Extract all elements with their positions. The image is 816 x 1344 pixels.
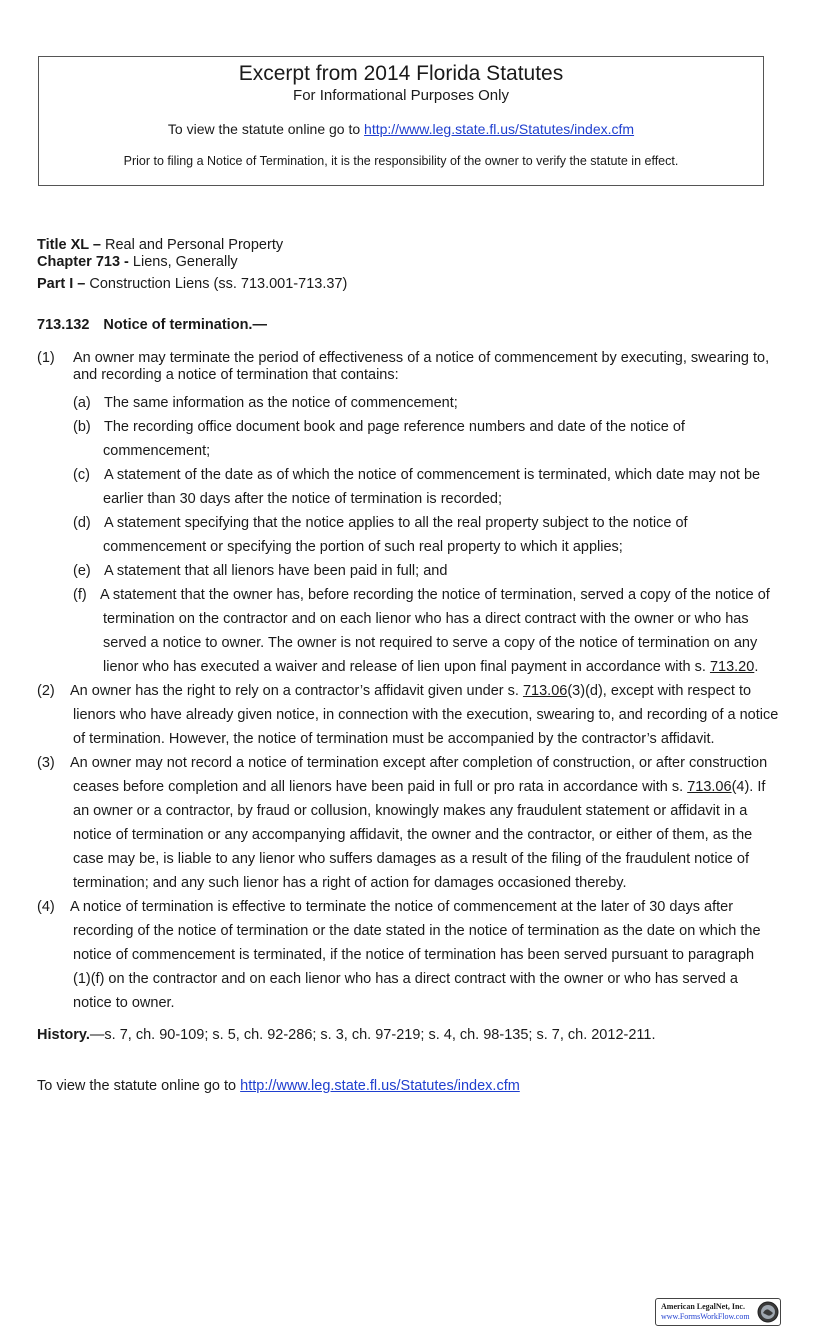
p3-line-4: notice of termination or any accompanying affidavit, the owner and the contractor, or either of them, as the xyxy=(73,827,753,843)
p3-line-5: case may be, is liable to any lienor who suffers damages as a result of the filing of the fraudulent notice of xyxy=(73,851,749,867)
logo-company-name: American LegalNet, Inc. xyxy=(661,1302,745,1311)
globe-icon xyxy=(757,1301,779,1323)
history-label: History. xyxy=(37,1027,90,1043)
item-b-line-2: commencement; xyxy=(103,443,211,459)
chapter-text: Liens, Generally xyxy=(128,254,238,270)
p4-label: (4) xyxy=(37,899,55,915)
section-title: Notice of termination.— xyxy=(103,317,267,333)
p4-line-5: notice to owner. xyxy=(73,995,175,1011)
p3-line-3: an owner or a contractor, by fraud or collusion, knowingly makes any fraudulent statement or affidavit in a xyxy=(73,803,748,819)
p1-line-1: An owner may terminate the period of effectiveness of a notice of commencement by executing, swearing to, xyxy=(73,350,770,366)
item-c-line-1: A statement of the date as of which the notice of commencement is terminated, which date may not be xyxy=(104,467,761,483)
chapter-line xyxy=(37,253,238,271)
item-c-line-2: earlier than 30 days after the notice of termination is recorded; xyxy=(103,491,502,507)
title-text: Real and Personal Property xyxy=(100,237,284,253)
header-statute-link[interactable]: http://www.leg.state.fl.us/Statutes/index.cfm xyxy=(364,121,635,137)
item-f-line-2: termination on the contractor and on each lienor who has a direct contract with the owner or who has xyxy=(103,611,749,627)
p2-line-3: of termination. However, the notice of termination must be accompanied by the contractor’s affidavit. xyxy=(73,731,715,747)
footer-view-line xyxy=(37,1077,520,1095)
p4-line-1: A notice of termination is effective to terminate the notice of commencement at the later of 30 days after xyxy=(70,899,734,915)
item-f-line-4 xyxy=(103,658,758,676)
item-d-line-2: commencement or specifying the portion of such real property to which it applies; xyxy=(103,539,623,555)
footer-view-prefix: To view the statute online go to xyxy=(37,1078,241,1094)
title-label: Title XL – xyxy=(37,237,101,253)
part-line xyxy=(37,275,347,293)
part-label: Part I – xyxy=(37,276,86,292)
item-b-line-1: The recording office document book and page reference numbers and date of the notice of xyxy=(104,419,685,435)
header-view-prefix: To view the statute online go to xyxy=(167,121,365,137)
p2-line-2: lienors who have already given notice, in connection with the execution, swearing to, and recording of a notice xyxy=(73,707,779,723)
p3-line-2-end: (4). If xyxy=(731,779,766,795)
p1-label: (1) xyxy=(37,350,55,366)
item-f-line-4-end: . xyxy=(754,659,759,675)
item-d-label: (d) xyxy=(73,515,91,531)
p3-line-6: termination; and any such lienor has a right of action for damages occasioned thereby. xyxy=(73,875,627,891)
xref-713-06-b[interactable]: 713.06 xyxy=(687,779,732,795)
p4-line-4: (1)(f) on the contractor and on each lienor who has a direct contract with the owner or who has served a xyxy=(73,971,738,987)
p2-line-1-end: (3)(d), except with respect to xyxy=(567,683,752,699)
document-title: Excerpt from 2014 Florida Statutes xyxy=(238,62,564,85)
header-view-line xyxy=(39,120,763,138)
item-f-label: (f) xyxy=(73,587,87,603)
document-subtitle: For Informational Purposes Only xyxy=(293,87,509,104)
section-number: 713.132 xyxy=(37,317,90,333)
item-f-line-1: A statement that the owner has, before recording the notice of termination, served a copy of the notice of xyxy=(100,587,770,603)
item-f-line-4-text: lienor who has executed a waiver and release of lien upon final payment in accordance with s. xyxy=(103,659,710,675)
p2-line-1 xyxy=(70,682,751,700)
p3-line-1: An owner may not record a notice of termination except after completion of construction, or after construction xyxy=(70,755,768,771)
header-box xyxy=(38,56,764,186)
p1-line-2: and recording a notice of termination that contains: xyxy=(73,367,399,383)
p4-line-3: notice of commencement is terminated, if the notice of termination has been served pursuant to paragraph xyxy=(73,947,755,963)
section-heading xyxy=(37,316,267,334)
americanlegalnet-logo[interactable] xyxy=(655,1298,781,1326)
history-text: —s. 7, ch. 90-109; s. 5, ch. 92-286; s. 3, ch. 97-219; s. 4, ch. 98-135; s. 7, ch. 2012-211. xyxy=(89,1027,656,1043)
xref-713-20[interactable]: 713.20 xyxy=(709,659,755,675)
header-note: Prior to filing a Notice of Termination, it is the responsibility of the owner to verify the statute in effect. xyxy=(123,154,679,168)
p3-label: (3) xyxy=(37,755,55,771)
title-line xyxy=(37,236,283,254)
p2-label: (2) xyxy=(37,683,55,699)
item-f-line-3: served a notice to owner. The owner is not required to serve a copy of the notice of termination on any xyxy=(103,635,758,651)
p4-line-2: recording of the notice of termination or the date stated in the notice of termination as the date on which the xyxy=(73,923,761,939)
item-c-label: (c) xyxy=(73,467,90,483)
part-text: Construction Liens (ss. 713.001-713.37) xyxy=(85,276,348,292)
item-e-label: (e) xyxy=(73,563,91,579)
p2-line-1-text: An owner has the right to rely on a contractor’s affidavit given under s. xyxy=(70,683,523,699)
xref-713-06-a[interactable]: 713.06 xyxy=(522,683,568,699)
history-line xyxy=(37,1026,655,1044)
chapter-label: Chapter 713 - xyxy=(37,254,129,270)
item-b-label: (b) xyxy=(73,419,91,435)
p3-line-2-text: ceases before completion and all lienors have been paid in full or pro rata in accordance with s. xyxy=(73,779,688,795)
p3-line-2 xyxy=(73,778,765,796)
item-e-line-1: A statement that all lienors have been paid in full; and xyxy=(104,563,448,579)
item-a-label: (a) xyxy=(73,395,91,411)
logo-url: www.FormsWorkFlow.com xyxy=(661,1312,750,1321)
item-a-line-1: The same information as the notice of commencement; xyxy=(104,395,458,411)
item-d-line-1: A statement specifying that the notice applies to all the real property subject to the notice of xyxy=(104,515,688,531)
footer-statute-link[interactable]: http://www.leg.state.fl.us/Statutes/index.cfm xyxy=(240,1078,520,1094)
